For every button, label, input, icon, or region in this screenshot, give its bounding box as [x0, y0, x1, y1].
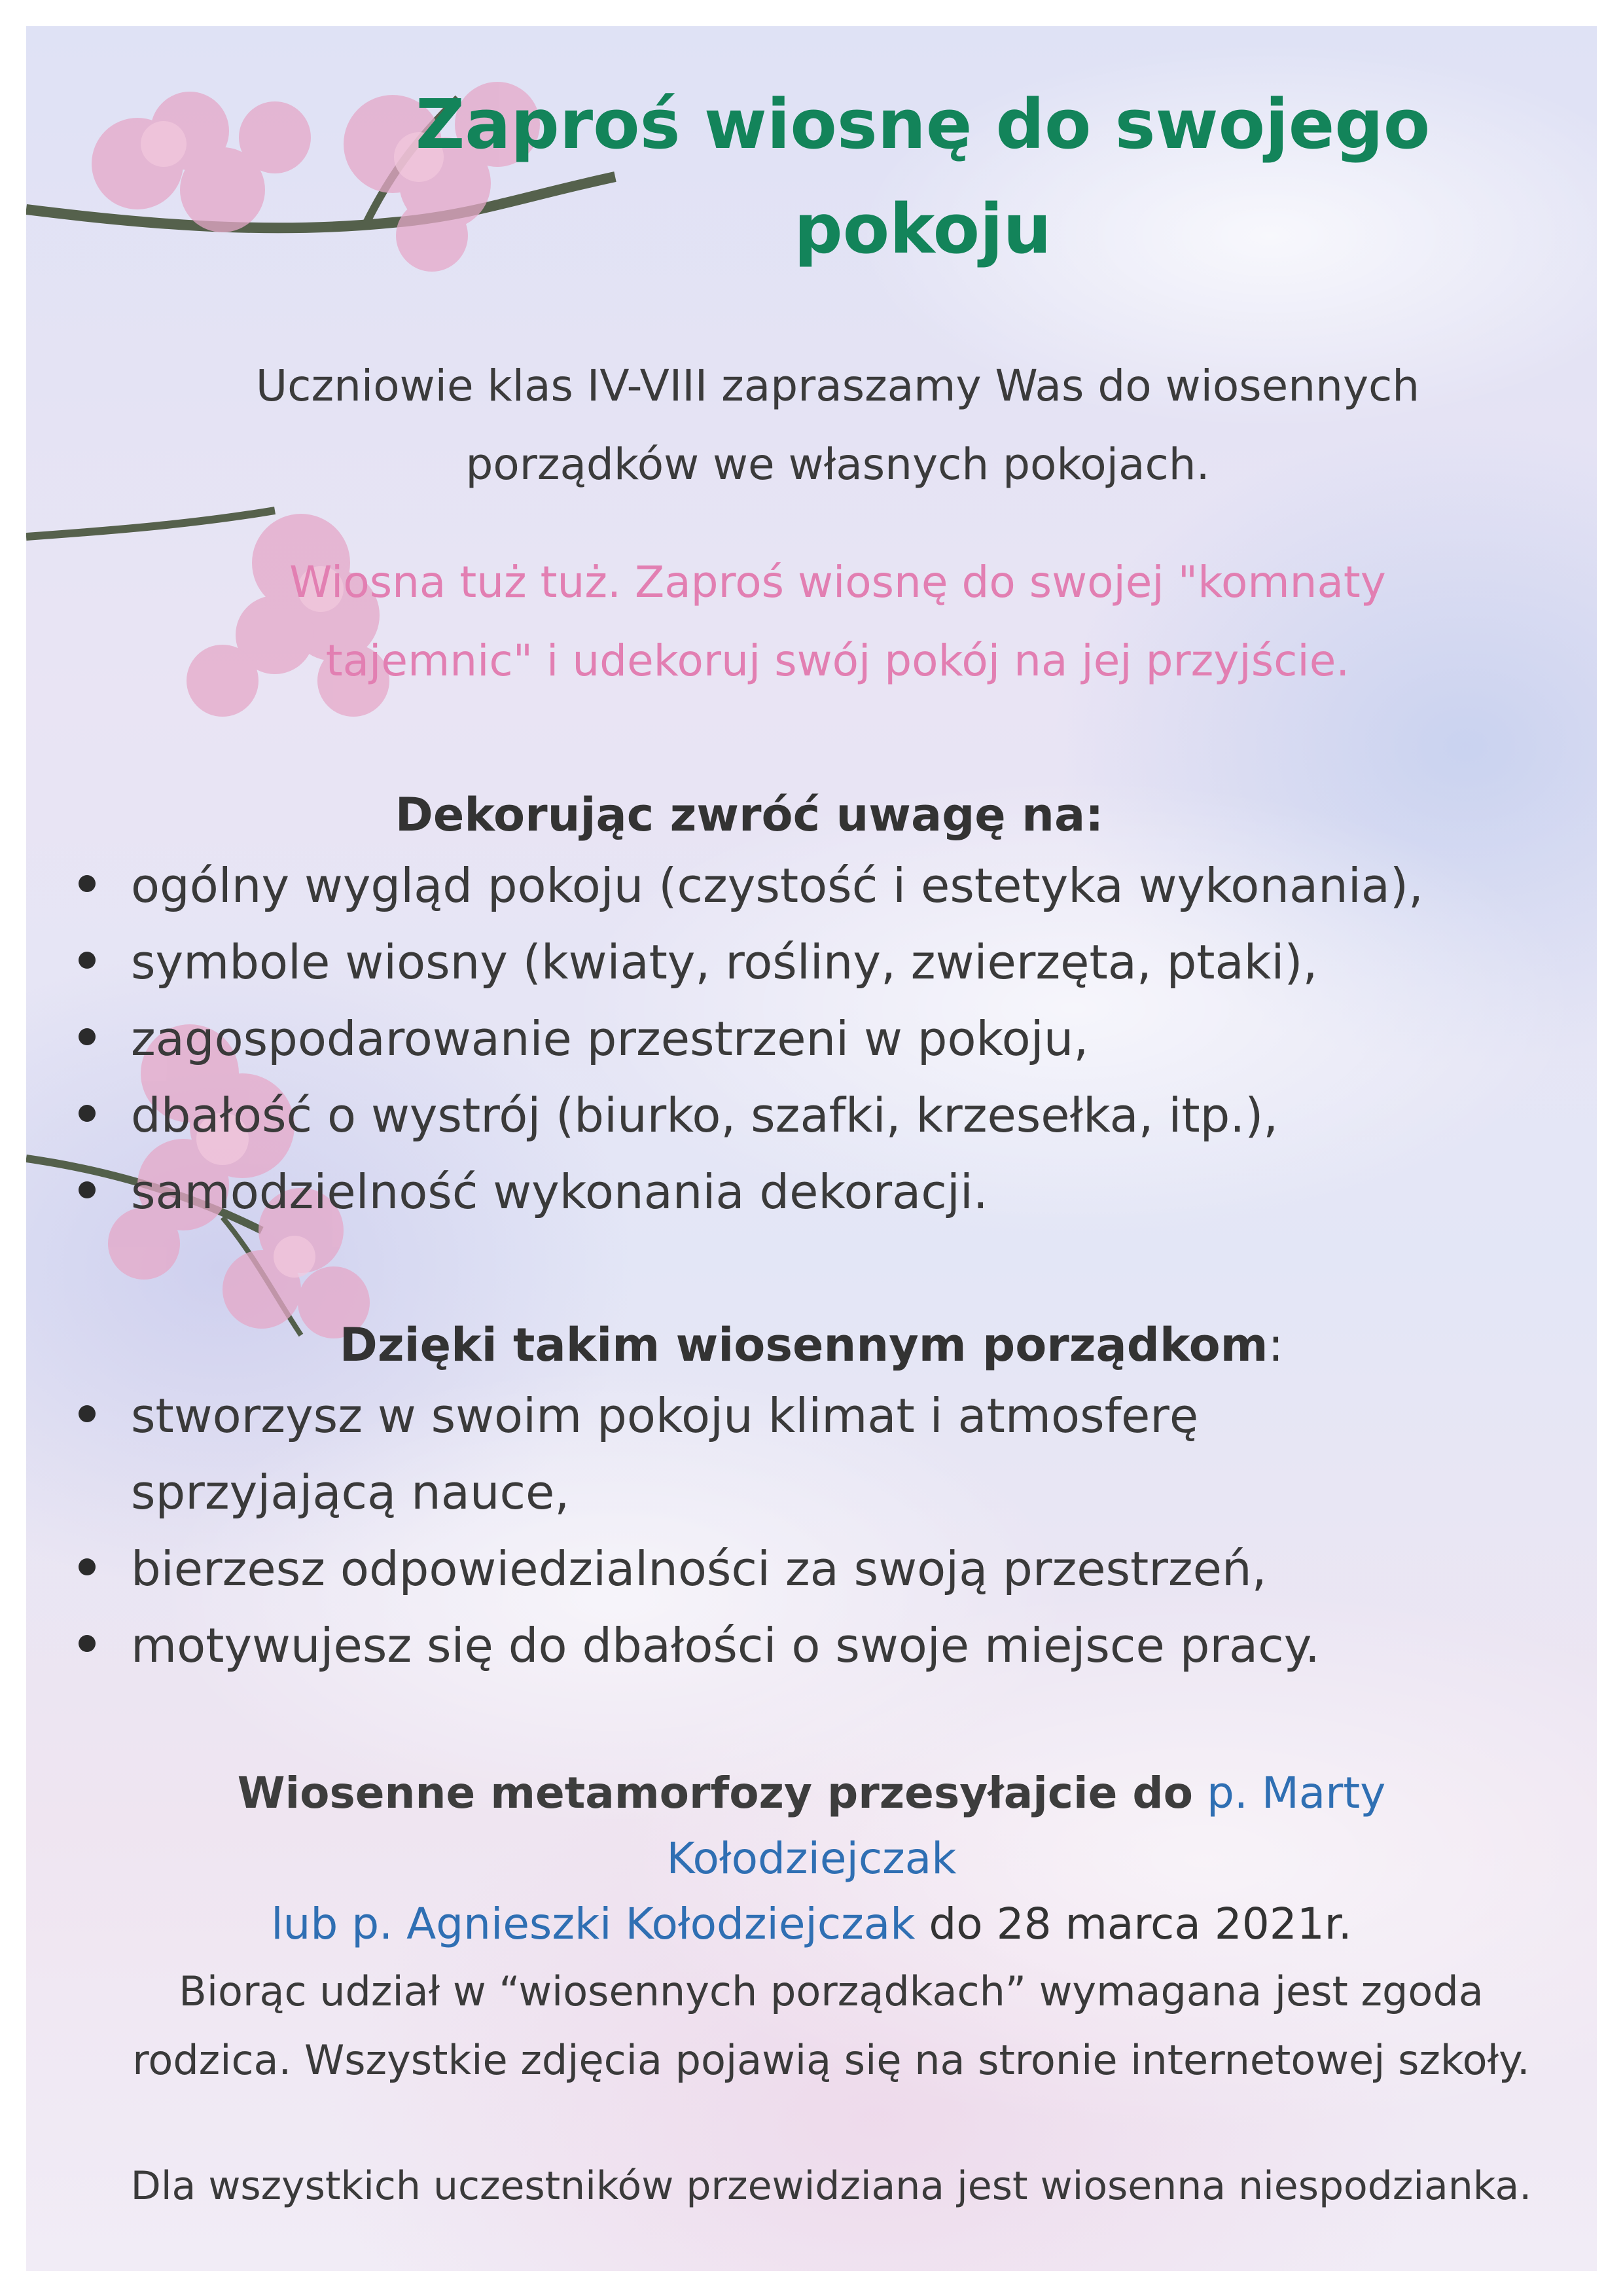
bullet-icon: [79, 1635, 96, 1652]
bullet-icon: [79, 1181, 96, 1198]
intro-line-2: porządków we własnych pokojach.: [465, 439, 1210, 490]
list-item: bierzesz odpowiedzialności za swoją przestrzeń,: [79, 1531, 1453, 1607]
surprise-note: Dla wszystkich uczestników przewidziana jest wiosenna niespodzianka.: [130, 2163, 1532, 2209]
list-item: motywujesz się do dbałości o swoje miejsce pracy.: [79, 1607, 1453, 1684]
bullet-icon: [79, 952, 96, 969]
list-item: dbałość o wystrój (biurko, szafki, krzesełka, itp.),: [79, 1077, 1584, 1154]
highlight-line-2: tajemnic" i udekoruj swój pokój na jej przyjście.: [325, 636, 1350, 686]
poster-title: [301, 72, 1544, 281]
contact-agnieszka: lub p. Agnieszki Kołodziejczak: [271, 1899, 916, 1949]
consent-note: [65, 1957, 1597, 2094]
list-item: samodzielność wykonania dekoracji.: [79, 1154, 1584, 1230]
highlight-line-1: Wiosna tuż tuż. Zaproś wiosnę do swojej "komnaty: [289, 557, 1386, 607]
consent-line-1: Biorąc udział w “wiosennych porządkach” wymagana jest zgoda: [179, 1967, 1484, 2015]
section2-heading: Dzięki takim wiosennym porządkom:: [339, 1318, 1284, 1372]
list-item: stworzysz w swoim pokoju klimat i atmosferę sprzyjającą nauce,: [79, 1378, 1453, 1531]
poster-sheet: [26, 26, 1597, 2271]
bullet-icon: [79, 875, 96, 892]
heading-colon: :: [1268, 1318, 1284, 1372]
title-line-2: pokoju: [794, 189, 1052, 269]
list-item: zagospodarowanie przestrzeni w pokoju,: [79, 1001, 1584, 1077]
bullet-icon: [79, 1405, 96, 1422]
title-line-1: Zaproś wiosnę do swojego: [415, 84, 1431, 164]
contact-marta: p. Marty Kołodziejczak: [666, 1768, 1386, 1884]
benefits-list: [79, 1378, 1453, 1684]
decoration-criteria-list: [79, 848, 1584, 1230]
submission-info: [92, 1761, 1531, 1957]
bullet-icon: [79, 1105, 96, 1122]
highlight-paragraph: [118, 543, 1558, 700]
intro-line-1: Uczniowie klas IV-VIII zapraszamy Was do wiosennych: [255, 361, 1420, 411]
list-item: ogólny wygląd pokoju (czystość i estetyka wykonania),: [79, 848, 1584, 924]
section1-heading: Dekorując zwróć uwagę na:: [395, 788, 1104, 842]
submission-prefix: Wiosenne metamorfozy przesyłajcie do: [237, 1768, 1193, 1818]
submission-deadline: do 28 marca 2021r.: [929, 1899, 1352, 1949]
bullet-icon: [79, 1558, 96, 1575]
bullet-icon: [79, 1028, 96, 1045]
intro-paragraph: [118, 347, 1558, 504]
consent-line-2: rodzica. Wszystkie zdjęcia pojawią się na stronie internetowej szkoły.: [132, 2036, 1530, 2084]
list-item: symbole wiosny (kwiaty, rośliny, zwierzęta, ptaki),: [79, 924, 1584, 1001]
